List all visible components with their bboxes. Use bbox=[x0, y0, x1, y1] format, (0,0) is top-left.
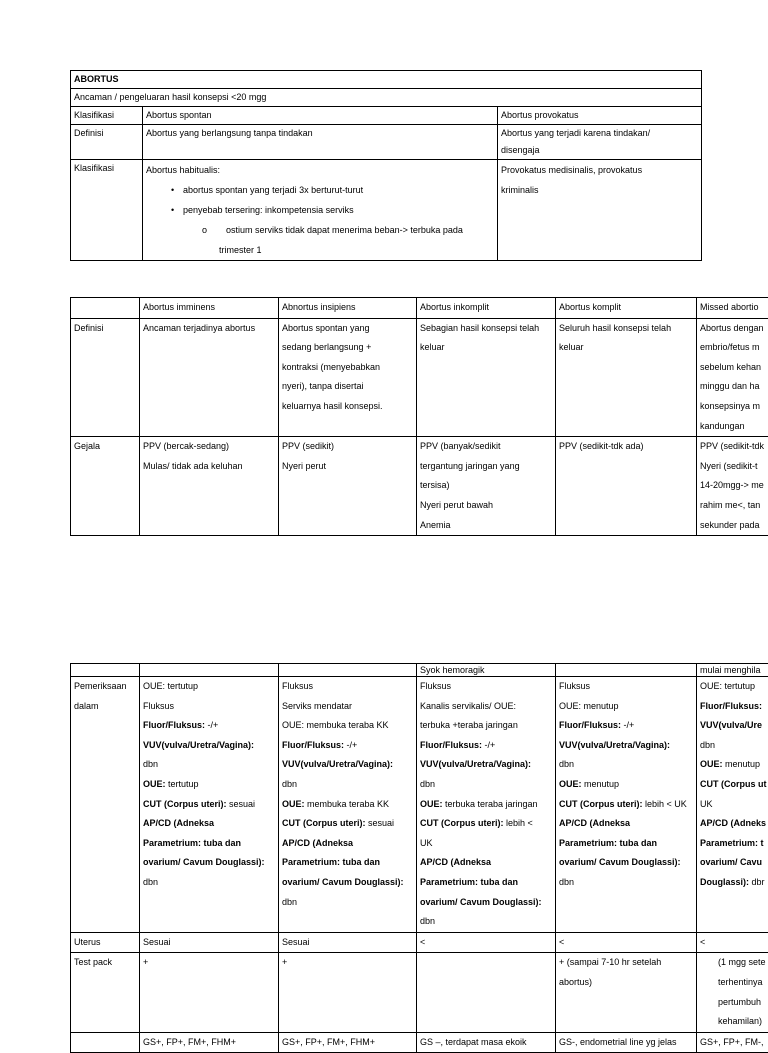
cell-line-key: OUE: tertutup bbox=[700, 681, 755, 691]
cell-line-key: VUV(vulva/Uretra/Vagina): bbox=[282, 759, 393, 769]
cell-line bbox=[282, 697, 413, 717]
cell-line bbox=[143, 677, 275, 697]
cell-line bbox=[700, 795, 768, 815]
cell-line: + (sampai 7-10 hr setelah bbox=[559, 953, 693, 973]
cell-line bbox=[143, 775, 275, 795]
cell-line bbox=[700, 677, 768, 697]
cell-line: rahim me<, tan bbox=[700, 496, 768, 516]
cell-line-key: OUE: bbox=[559, 779, 582, 789]
cell-line-key: Fluor/Fluksus: bbox=[559, 720, 621, 730]
cell-line bbox=[700, 697, 768, 717]
cell-line-value: -/+ bbox=[621, 720, 634, 730]
table-cell: GS –, terdapat masa ekoik bbox=[417, 1032, 556, 1053]
row-label: Test pack bbox=[71, 953, 140, 1032]
cell-line: tergantung jaringan yang bbox=[420, 457, 552, 477]
cell-line bbox=[282, 834, 413, 854]
row-label: Uterus bbox=[71, 932, 140, 953]
cell-line: 14-20mgg-> me bbox=[700, 476, 768, 496]
column-header bbox=[140, 664, 279, 677]
cell-line-key: UK bbox=[420, 838, 433, 848]
cell-line-value: -/+ bbox=[482, 740, 495, 750]
cell-line bbox=[282, 814, 413, 834]
cell-line bbox=[420, 736, 552, 756]
cell-line bbox=[700, 873, 768, 893]
cell-line-value: sesuai bbox=[366, 818, 395, 828]
cell-line-key: Fluor/Fluksus: bbox=[143, 720, 205, 730]
cell-line bbox=[143, 697, 275, 717]
cell-line-key: AP/CD (Adneksa bbox=[420, 857, 491, 867]
table-cell: GS+, FP+, FM+, FHM+ bbox=[279, 1032, 417, 1053]
cell-line: Nyeri perut bbox=[282, 457, 413, 477]
bullet-item: • abortus spontan yang terjadi 3x berturut-turut bbox=[146, 180, 494, 200]
cell-line-key: Parametrium: tuba dan bbox=[282, 857, 380, 867]
cell-line bbox=[559, 873, 693, 893]
table-cell bbox=[140, 437, 279, 536]
cell-line-key: dbn bbox=[559, 877, 574, 887]
cell-line-key: Serviks mendatar bbox=[282, 701, 352, 711]
cell-line bbox=[420, 912, 552, 932]
cell-line bbox=[282, 795, 413, 815]
cell-line-key: Parametrium: tuba dan bbox=[420, 877, 518, 887]
cell-line: PPV (sedikit) bbox=[282, 437, 413, 457]
cell-line: sedang berlangsung + bbox=[282, 338, 413, 358]
cell-line-key: VUV(vulva/Uretra/Vagina): bbox=[143, 740, 254, 750]
cell-line bbox=[420, 775, 552, 795]
cell-line-key: OUE: menutup bbox=[559, 701, 619, 711]
cell-line: Anemia bbox=[420, 516, 552, 536]
table-row bbox=[71, 125, 702, 160]
cell-line-value: dbr bbox=[749, 877, 765, 887]
cell-line-key: ovarium/ Cavum Douglassi): bbox=[420, 897, 542, 907]
cell-line-key: AP/CD (Adneks bbox=[700, 818, 766, 828]
column-header: Abortus inkomplit bbox=[417, 298, 556, 319]
column-header bbox=[556, 664, 697, 677]
cell-line bbox=[559, 677, 693, 697]
cell-line-key: Fluksus bbox=[559, 681, 590, 691]
table-row bbox=[71, 677, 768, 933]
cell-line bbox=[282, 873, 413, 893]
cell-line: PPV (sedikit-tdk ada) bbox=[559, 437, 693, 457]
cell-line-key: Fluor/Fluksus: bbox=[420, 740, 482, 750]
cell-line-key: VUV(vulva/Ure bbox=[700, 720, 762, 730]
cell-line: Abortus yang terjadi karena tindakan/ bbox=[501, 125, 698, 142]
cell-line bbox=[143, 873, 275, 893]
cell-line-key: OUE: bbox=[700, 759, 723, 769]
cell-line-key: Fluor/Fluksus: bbox=[282, 740, 344, 750]
cell-line: sekunder pada bbox=[700, 516, 768, 536]
cell-line-value: tertutup bbox=[166, 779, 199, 789]
cell-line-value: terbuka teraba jaringan bbox=[443, 799, 538, 809]
table-cell: + bbox=[279, 953, 417, 1032]
column-header: Syok hemoragik bbox=[417, 664, 556, 677]
cell-line bbox=[420, 893, 552, 913]
cell-line bbox=[559, 775, 693, 795]
cell-line-key: VUV(vulva/Uretra/Vagina): bbox=[559, 740, 670, 750]
cell-line: Provokatus medisinalis, provokatus bbox=[501, 160, 698, 180]
cell-line: Abortus dengan bbox=[700, 319, 768, 339]
table-row bbox=[71, 437, 768, 536]
table-subtitle: Ancaman / pengeluaran hasil konsepsi <20 mgg bbox=[71, 89, 702, 107]
cell-line: PPV (sedikit-tdk bbox=[700, 437, 768, 457]
cell-line bbox=[420, 814, 552, 834]
cell-line-key: UK bbox=[700, 799, 713, 809]
cell-line-key: AP/CD (Adneksa bbox=[559, 818, 630, 828]
cell-line: pertumbuh bbox=[700, 993, 768, 1013]
table-cell bbox=[279, 437, 417, 536]
table-cell bbox=[697, 318, 768, 437]
cell-line bbox=[559, 736, 693, 756]
table-cell bbox=[556, 437, 697, 536]
cell-line bbox=[420, 853, 552, 873]
table-cell bbox=[498, 160, 702, 261]
table-row bbox=[71, 1032, 768, 1053]
cell-line: kehamilan) bbox=[700, 1012, 768, 1032]
cell-line bbox=[700, 716, 768, 736]
cell-line-key: dbn bbox=[700, 740, 715, 750]
table-cell bbox=[556, 677, 697, 933]
cell-line bbox=[559, 853, 693, 873]
bullet-item: • penyebab tersering: inkompetensia serviks bbox=[146, 200, 494, 220]
row-label-line: dalam bbox=[74, 697, 136, 717]
cell-line: minggu dan ha bbox=[700, 377, 768, 397]
column-header bbox=[71, 298, 140, 319]
cell-line-key: OUE: membuka teraba KK bbox=[282, 720, 389, 730]
table-cell: GS+, FP+, FM-, bbox=[697, 1032, 768, 1053]
cell-line-key: Fluksus bbox=[420, 681, 451, 691]
column-header bbox=[71, 664, 140, 677]
cell-line bbox=[559, 795, 693, 815]
table-cell: Abortus yang berlangsung tanpa tindakan bbox=[143, 125, 498, 160]
cell-line bbox=[143, 814, 275, 834]
cell-line-key: ovarium/ Cavum Douglassi): bbox=[282, 877, 404, 887]
cell-line: keluar bbox=[559, 338, 693, 358]
cell-line-value: lebih < bbox=[504, 818, 533, 828]
cell-line bbox=[420, 873, 552, 893]
table-cell bbox=[697, 437, 768, 536]
cell-line bbox=[559, 716, 693, 736]
cell-line-key: Parametrium: t bbox=[700, 838, 764, 848]
cell-line bbox=[282, 853, 413, 873]
cell-line-key: CUT (Corpus uteri): bbox=[559, 799, 643, 809]
column-header: Abortus imminens bbox=[140, 298, 279, 319]
cell-line-value: lebih < UK bbox=[643, 799, 687, 809]
cell-line bbox=[420, 677, 552, 697]
cell-line-key: Kanalis servikalis/ OUE: bbox=[420, 701, 516, 711]
cell-line-key: Douglassi): bbox=[700, 877, 749, 887]
table-cell: + bbox=[140, 953, 279, 1032]
column-header: Abnortus insipiens bbox=[279, 298, 417, 319]
cell-line: disengaja bbox=[501, 142, 698, 159]
cell-line: tersisa) bbox=[420, 476, 552, 496]
table-row bbox=[71, 953, 768, 1032]
row-label bbox=[71, 677, 140, 933]
cell-line-value: menutup bbox=[723, 759, 761, 769]
cell-line-key: OUE: bbox=[282, 799, 305, 809]
cell-line: PPV (bercak-sedang) bbox=[143, 437, 275, 457]
cell-line bbox=[143, 736, 275, 756]
cell-line bbox=[143, 853, 275, 873]
cell-heading: Abortus habitualis: bbox=[146, 160, 494, 180]
cell-line-key: terbuka +teraba jaringan bbox=[420, 720, 518, 730]
table-cell: GS-, endometrial line yg jelas bbox=[556, 1032, 697, 1053]
cell-line-key: ovarium/ Cavu bbox=[700, 857, 762, 867]
table-row bbox=[71, 318, 768, 437]
table-cell bbox=[556, 318, 697, 437]
cell-line bbox=[282, 755, 413, 775]
cell-line-key: Parametrium: tuba dan bbox=[559, 838, 657, 848]
cell-line bbox=[700, 834, 768, 854]
table-row bbox=[71, 107, 702, 125]
cell-line-key: VUV(vulva/Uretra/Vagina): bbox=[420, 759, 531, 769]
table-cell: Sesuai bbox=[140, 932, 279, 953]
cell-line-value: menutup bbox=[582, 779, 620, 789]
cell-line-key: dbn bbox=[559, 759, 574, 769]
cell-line: embrio/fetus m bbox=[700, 338, 768, 358]
cell-line bbox=[143, 755, 275, 775]
cell-line bbox=[559, 834, 693, 854]
abortus-classification-table bbox=[70, 70, 702, 261]
table-cell: < bbox=[417, 932, 556, 953]
table-cell bbox=[143, 160, 498, 261]
cell-line-key: ovarium/ Cavum Douglassi): bbox=[143, 857, 265, 867]
row-label: Klasifikasi bbox=[71, 107, 143, 125]
table-cell: < bbox=[697, 932, 768, 953]
cell-line-key: Fluor/Fluksus: bbox=[700, 701, 762, 711]
cell-line: (1 mgg sete bbox=[700, 953, 768, 973]
table-row bbox=[71, 932, 768, 953]
table-cell: Sesuai bbox=[279, 932, 417, 953]
table-cell: Abortus spontan bbox=[143, 107, 498, 125]
cell-line-key: AP/CD (Adneksa bbox=[282, 838, 353, 848]
cell-line-value: sesuai bbox=[227, 799, 256, 809]
cell-line bbox=[420, 697, 552, 717]
cell-line bbox=[420, 755, 552, 775]
row-label: Definisi bbox=[71, 125, 143, 160]
table-header-row bbox=[71, 664, 768, 677]
cell-line-key: dbn bbox=[282, 779, 297, 789]
cell-line: keluar bbox=[420, 338, 552, 358]
table-cell bbox=[697, 677, 768, 933]
cell-line bbox=[143, 716, 275, 736]
cell-line: PPV (banyak/sedikit bbox=[420, 437, 552, 457]
cell-line: Abortus spontan yang bbox=[282, 319, 413, 339]
cell-line: abortus) bbox=[559, 973, 693, 993]
cell-line: Nyeri (sedikit-t bbox=[700, 457, 768, 477]
cell-line: sebelum kehan bbox=[700, 358, 768, 378]
abortus-types-table bbox=[70, 297, 768, 536]
cell-line-key: OUE: bbox=[143, 779, 166, 789]
cell-line bbox=[282, 716, 413, 736]
table-cell: GS+, FP+, FM+, FHM+ bbox=[140, 1032, 279, 1053]
cell-line-key: dbn bbox=[282, 897, 297, 907]
cell-line: terhentinya bbox=[700, 973, 768, 993]
cell-line: Ancaman terjadinya abortus bbox=[143, 319, 275, 339]
cell-line bbox=[700, 755, 768, 775]
cell-line-key: dbn bbox=[143, 759, 158, 769]
cell-line bbox=[143, 795, 275, 815]
cell-line-key: CUT (Corpus ut bbox=[700, 779, 767, 789]
row-label-line: Pemeriksaan bbox=[74, 677, 136, 697]
cell-line-key: OUE: tertutup bbox=[143, 681, 198, 691]
row-label: Klasifikasi bbox=[71, 160, 143, 261]
table-cell bbox=[498, 125, 702, 160]
cell-line-key: CUT (Corpus uteri): bbox=[143, 799, 227, 809]
table-cell bbox=[697, 953, 768, 1032]
cell-line bbox=[700, 736, 768, 756]
cell-line bbox=[700, 775, 768, 795]
table-cell: Abortus provokatus bbox=[498, 107, 702, 125]
row-label bbox=[71, 1032, 140, 1053]
cell-line-key: dbn bbox=[143, 877, 158, 887]
table-cell bbox=[556, 953, 697, 1032]
table-row bbox=[71, 160, 702, 261]
cell-line-value: -/+ bbox=[205, 720, 218, 730]
column-header: Missed abortio bbox=[697, 298, 768, 319]
cell-line: Sebagian hasil konsepsi telah bbox=[420, 319, 552, 339]
cell-line bbox=[282, 677, 413, 697]
cell-line: Mulas/ tidak ada keluhan bbox=[143, 457, 275, 477]
cell-line-key: dbn bbox=[420, 916, 435, 926]
cell-line: Nyeri perut bawah bbox=[420, 496, 552, 516]
cell-line-value: membuka teraba KK bbox=[305, 799, 390, 809]
cell-line: Seluruh hasil konsepsi telah bbox=[559, 319, 693, 339]
row-label: Definisi bbox=[71, 318, 140, 437]
cell-line bbox=[559, 755, 693, 775]
cell-line-key: OUE: bbox=[420, 799, 443, 809]
abortus-examination-table bbox=[70, 663, 768, 1053]
cell-line bbox=[700, 814, 768, 834]
cell-line: keluarnya hasil konsepsi. bbox=[282, 397, 413, 417]
cell-line-key: ovarium/ Cavum Douglassi): bbox=[559, 857, 681, 867]
table-cell bbox=[140, 677, 279, 933]
cell-line bbox=[420, 834, 552, 854]
cell-line bbox=[282, 736, 413, 756]
cell-line-value: -/+ bbox=[344, 740, 357, 750]
cell-line-key: AP/CD (Adneksa bbox=[143, 818, 214, 828]
cell-line-key: Fluksus bbox=[143, 701, 174, 711]
cell-line-key: Parametrium: tuba dan bbox=[143, 838, 241, 848]
table-cell bbox=[417, 677, 556, 933]
cell-line bbox=[282, 893, 413, 913]
sub-bullet-continuation: trimester 1 bbox=[146, 240, 494, 260]
cell-line: kriminalis bbox=[501, 180, 698, 200]
cell-line bbox=[420, 795, 552, 815]
table-cell bbox=[417, 953, 556, 1032]
sub-bullet-item: o ostium serviks tidak dapat menerima beban-> terbuka pada bbox=[146, 220, 494, 240]
cell-line bbox=[143, 834, 275, 854]
column-header bbox=[279, 664, 417, 677]
table-cell bbox=[140, 318, 279, 437]
column-header: mulai menghila bbox=[697, 664, 768, 677]
cell-line-key: CUT (Corpus uteri): bbox=[420, 818, 504, 828]
cell-line bbox=[559, 814, 693, 834]
cell-line-key: Fluksus bbox=[282, 681, 313, 691]
table-cell: < bbox=[556, 932, 697, 953]
table-cell bbox=[279, 318, 417, 437]
cell-line: nyeri), tanpa disertai bbox=[282, 377, 413, 397]
cell-line: konsepsinya m bbox=[700, 397, 768, 417]
table-title: ABORTUS bbox=[71, 71, 702, 89]
cell-line bbox=[700, 853, 768, 873]
cell-line: kontraksi (menyebabkan bbox=[282, 358, 413, 378]
table-cell bbox=[417, 437, 556, 536]
table-cell bbox=[417, 318, 556, 437]
cell-line bbox=[559, 697, 693, 717]
table-header-row bbox=[71, 298, 768, 319]
cell-line bbox=[420, 716, 552, 736]
table-cell bbox=[279, 677, 417, 933]
cell-line bbox=[282, 775, 413, 795]
cell-line-key: CUT (Corpus uteri): bbox=[282, 818, 366, 828]
row-label: Gejala bbox=[71, 437, 140, 536]
column-header: Abortus komplit bbox=[556, 298, 697, 319]
cell-line-key: dbn bbox=[420, 779, 435, 789]
cell-line: kandungan bbox=[700, 417, 768, 437]
